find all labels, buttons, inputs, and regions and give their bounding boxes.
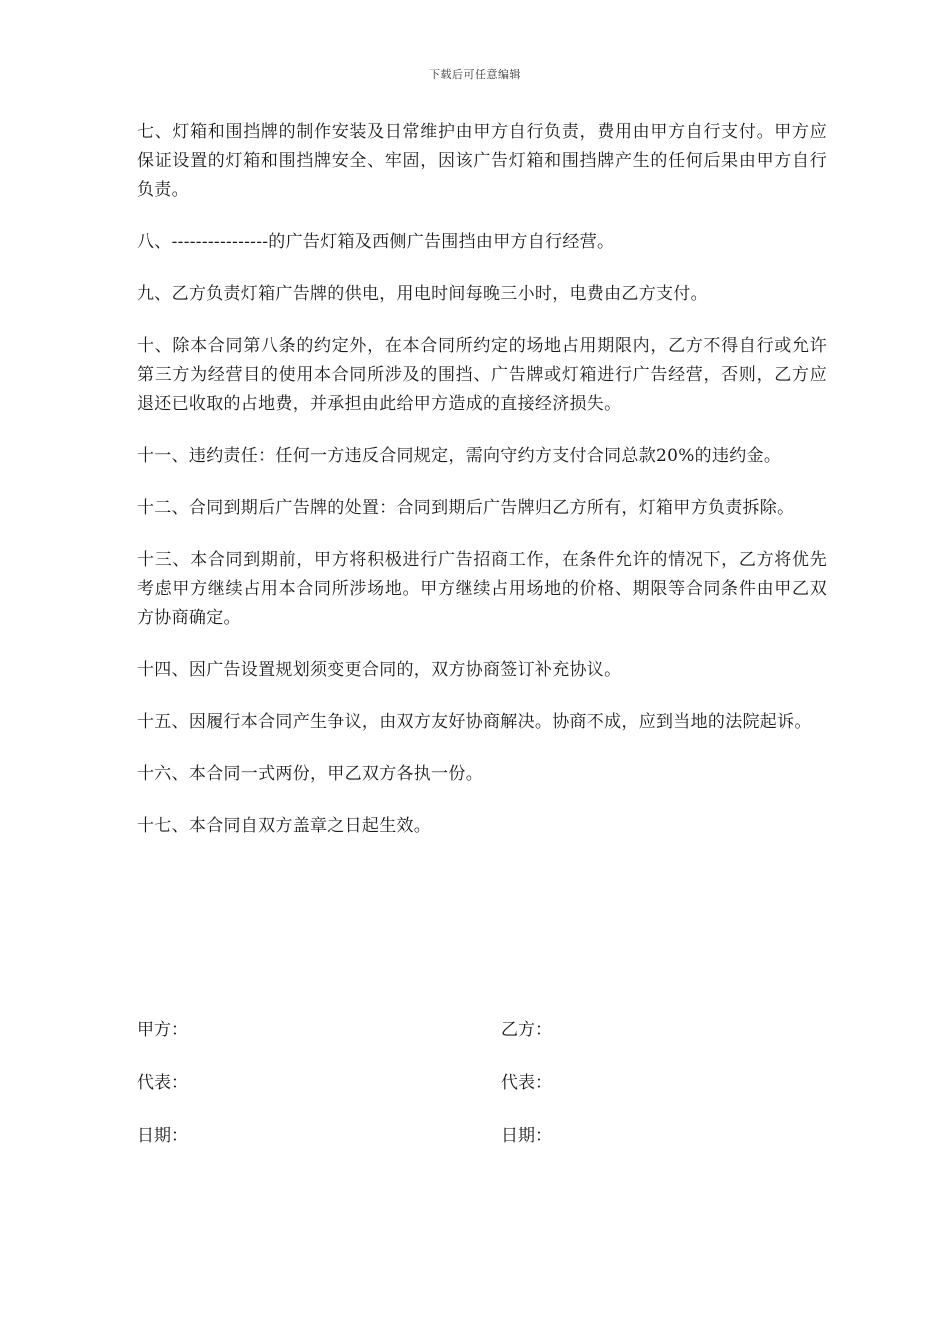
clause-9: 九、乙方负责灯箱广告牌的供电，用电时间每晚三小时，电费由乙方支付。	[137, 284, 708, 304]
clause-7: 七、灯箱和围挡牌的制作安装及日常维护由甲方自行负责，费用由甲方自行支付。甲方应保证设置的灯箱和围挡牌安全、牢固，因该广告灯箱和围挡牌产生的任何后果由甲方自行负责。	[137, 122, 827, 200]
clause-10: 十、除本合同第八条的约定外，在本合同所约定的场地占用期限内，乙方不得自行或允许第三方为经营目的使用本合同所涉及的围挡、广告牌或灯箱进行广告经营，否则，乙方应退还已收取的占地费，并承担由此给甲方造成的直接经济损失。	[137, 336, 827, 414]
party-b-label: 乙方：	[501, 1020, 552, 1040]
clause-16: 十六、本合同一式两份，甲乙双方各执一份。	[137, 764, 483, 784]
party-b-date-label: 日期：	[501, 1126, 552, 1146]
party-a-representative-label: 代表：	[137, 1073, 188, 1093]
signature-row-date	[137, 1122, 827, 1175]
party-b-representative-label: 代表：	[501, 1073, 552, 1093]
party-a-date-label: 日期：	[137, 1126, 188, 1146]
contract-body	[137, 118, 827, 864]
clause-13: 十三、本合同到期前，甲方将积极进行广告招商工作，在条件允许的情况下，乙方将优先考虑甲方继续占用本合同所涉场地。甲方继续占用场地的价格、期限等合同条件由甲乙双方协商确定。	[137, 550, 827, 628]
signature-row-representative	[137, 1069, 827, 1122]
clause-14: 十四、因广告设置规划须变更合同的，双方协商签订补充协议。	[137, 660, 622, 680]
clause-8: 八、----------------的广告灯箱及西侧广告围挡由甲方自行经营。	[137, 232, 615, 252]
clause-12: 十二、合同到期后广告牌的处置：合同到期后广告牌归乙方所有，灯箱甲方负责拆除。	[137, 498, 795, 518]
signature-block	[137, 1016, 827, 1175]
party-a-label: 甲方：	[137, 1020, 188, 1040]
clause-17: 十七、本合同自双方盖章之日起生效。	[137, 816, 432, 836]
clause-15: 十五、因履行本合同产生争议，由双方友好协商解决。协商不成，应到当地的法院起诉。	[137, 712, 812, 732]
signature-row-party	[137, 1016, 827, 1069]
clause-11: 十一、违约责任：任何一方违反合同规定，需向守约方支付合同总款20%的违约金。	[137, 446, 782, 466]
page-header-note: 下载后可任意编辑	[429, 68, 521, 81]
